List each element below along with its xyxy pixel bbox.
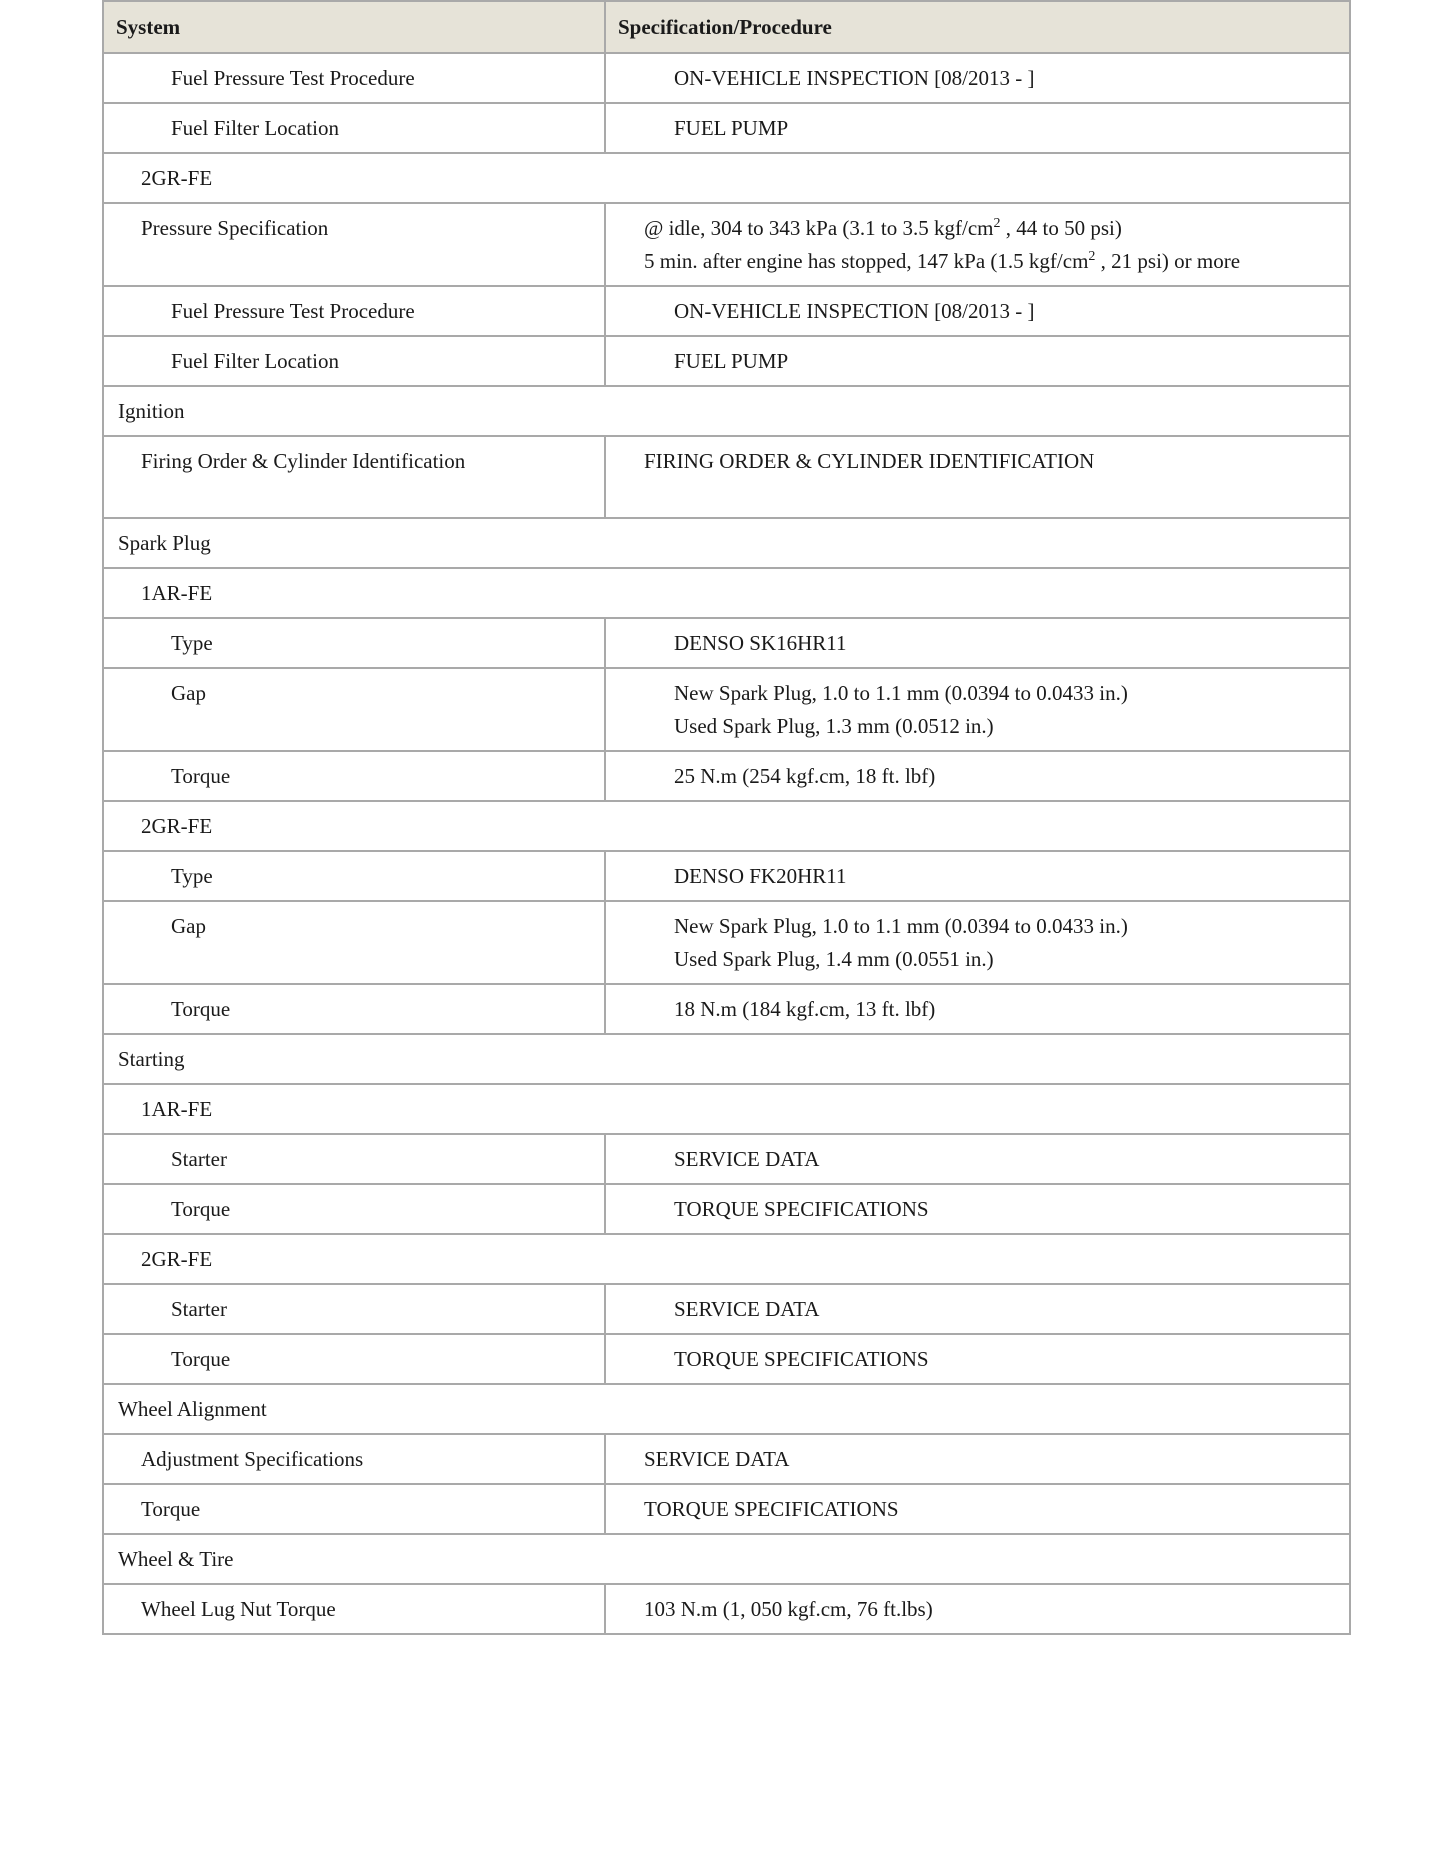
row-value: DENSO FK20HR11: [605, 851, 1350, 901]
section-heading: 2GR-FE: [103, 1234, 1350, 1284]
section-heading: Spark Plug: [103, 518, 1350, 568]
section-row: [103, 1384, 1350, 1434]
row-value: SERVICE DATA: [605, 1434, 1350, 1484]
table-row: [103, 53, 1350, 103]
section-heading: 2GR-FE: [103, 153, 1350, 203]
table-row: [103, 286, 1350, 336]
table-row: [103, 1584, 1350, 1634]
row-value: TORQUE SPECIFICATIONS: [605, 1184, 1350, 1234]
table-row: [103, 1184, 1350, 1234]
section-row: [103, 153, 1350, 203]
specification-table: [102, 0, 1351, 1635]
table-row: [103, 901, 1350, 984]
table-row: [103, 751, 1350, 801]
row-value: TORQUE SPECIFICATIONS: [605, 1334, 1350, 1384]
section-heading: 1AR-FE: [103, 1084, 1350, 1134]
row-label: Wheel Lug Nut Torque: [103, 1584, 605, 1634]
section-heading: Wheel Alignment: [103, 1384, 1350, 1434]
section-row: [103, 1084, 1350, 1134]
row-label: Fuel Pressure Test Procedure: [103, 286, 605, 336]
section-row: [103, 386, 1350, 436]
row-label: Fuel Filter Location: [103, 103, 605, 153]
header-specification: Specification/Procedure: [605, 1, 1350, 53]
section-row: [103, 1234, 1350, 1284]
row-label: Torque: [103, 1184, 605, 1234]
table-row: [103, 1484, 1350, 1534]
row-value: [605, 901, 1350, 984]
value-line: Used Spark Plug, 1.4 mm (0.0551 in.): [674, 947, 994, 971]
section-row: [103, 518, 1350, 568]
section-heading: 2GR-FE: [103, 801, 1350, 851]
table-row: [103, 1134, 1350, 1184]
section-row: [103, 1534, 1350, 1584]
section-row: [103, 568, 1350, 618]
row-label: Torque: [103, 751, 605, 801]
section-row: [103, 801, 1350, 851]
table-row: [103, 436, 1350, 518]
row-value: SERVICE DATA: [605, 1284, 1350, 1334]
row-value: FUEL PUMP: [605, 103, 1350, 153]
row-label: Torque: [103, 1334, 605, 1384]
row-value: TORQUE SPECIFICATIONS: [605, 1484, 1350, 1534]
value-line: New Spark Plug, 1.0 to 1.1 mm (0.0394 to 0.0433 in.): [674, 914, 1128, 938]
section-heading: 1AR-FE: [103, 568, 1350, 618]
row-label: Starter: [103, 1134, 605, 1184]
row-label: Torque: [103, 1484, 605, 1534]
value-line: @ idle, 304 to 343 kPa (3.1 to 3.5 kgf/$cm^2$ , 44 to 50 psi): [644, 216, 1122, 240]
table-header-row: [103, 1, 1350, 53]
value-line: Used Spark Plug, 1.3 mm (0.0512 in.): [674, 714, 994, 738]
value-line: 5 min. after engine has stopped, 147 kPa (1.5 kgf/$cm^2$ , 21 psi) or more: [644, 249, 1241, 273]
table-row: [103, 984, 1350, 1034]
row-value: [605, 203, 1350, 286]
table-row: [103, 103, 1350, 153]
section-row: [103, 1034, 1350, 1084]
header-system: System: [103, 1, 605, 53]
table-row: [103, 1284, 1350, 1334]
row-value: 18 N.m (184 kgf.cm, 13 ft. lbf): [605, 984, 1350, 1034]
row-label: Gap: [103, 668, 605, 751]
section-heading: Ignition: [103, 386, 1350, 436]
row-label: Fuel Filter Location: [103, 336, 605, 386]
row-label: Type: [103, 618, 605, 668]
row-value: 25 N.m (254 kgf.cm, 18 ft. lbf): [605, 751, 1350, 801]
table-row: [103, 1334, 1350, 1384]
row-value: [605, 668, 1350, 751]
table-row: [103, 851, 1350, 901]
row-label: Firing Order & Cylinder Identification: [103, 436, 605, 518]
row-value: SERVICE DATA: [605, 1134, 1350, 1184]
row-label: Pressure Specification: [103, 203, 605, 286]
row-label: Adjustment Specifications: [103, 1434, 605, 1484]
table-row: [103, 668, 1350, 751]
row-value: FIRING ORDER & CYLINDER IDENTIFICATION: [605, 436, 1350, 518]
section-heading: Wheel & Tire: [103, 1534, 1350, 1584]
row-label: Type: [103, 851, 605, 901]
table-row: [103, 618, 1350, 668]
row-value: 103 N.m (1, 050 kgf.cm, 76 ft.lbs): [605, 1584, 1350, 1634]
value-line: New Spark Plug, 1.0 to 1.1 mm (0.0394 to 0.0433 in.): [674, 681, 1128, 705]
row-label: Starter: [103, 1284, 605, 1334]
row-label: Fuel Pressure Test Procedure: [103, 53, 605, 103]
row-label: Gap: [103, 901, 605, 984]
row-value: FUEL PUMP: [605, 336, 1350, 386]
row-label: Torque: [103, 984, 605, 1034]
section-heading: Starting: [103, 1034, 1350, 1084]
row-value: DENSO SK16HR11: [605, 618, 1350, 668]
row-value: ON-VEHICLE INSPECTION [08/2013 - ]: [605, 53, 1350, 103]
table-row: [103, 336, 1350, 386]
row-value: ON-VEHICLE INSPECTION [08/2013 - ]: [605, 286, 1350, 336]
table-row: [103, 1434, 1350, 1484]
table-row: [103, 203, 1350, 286]
